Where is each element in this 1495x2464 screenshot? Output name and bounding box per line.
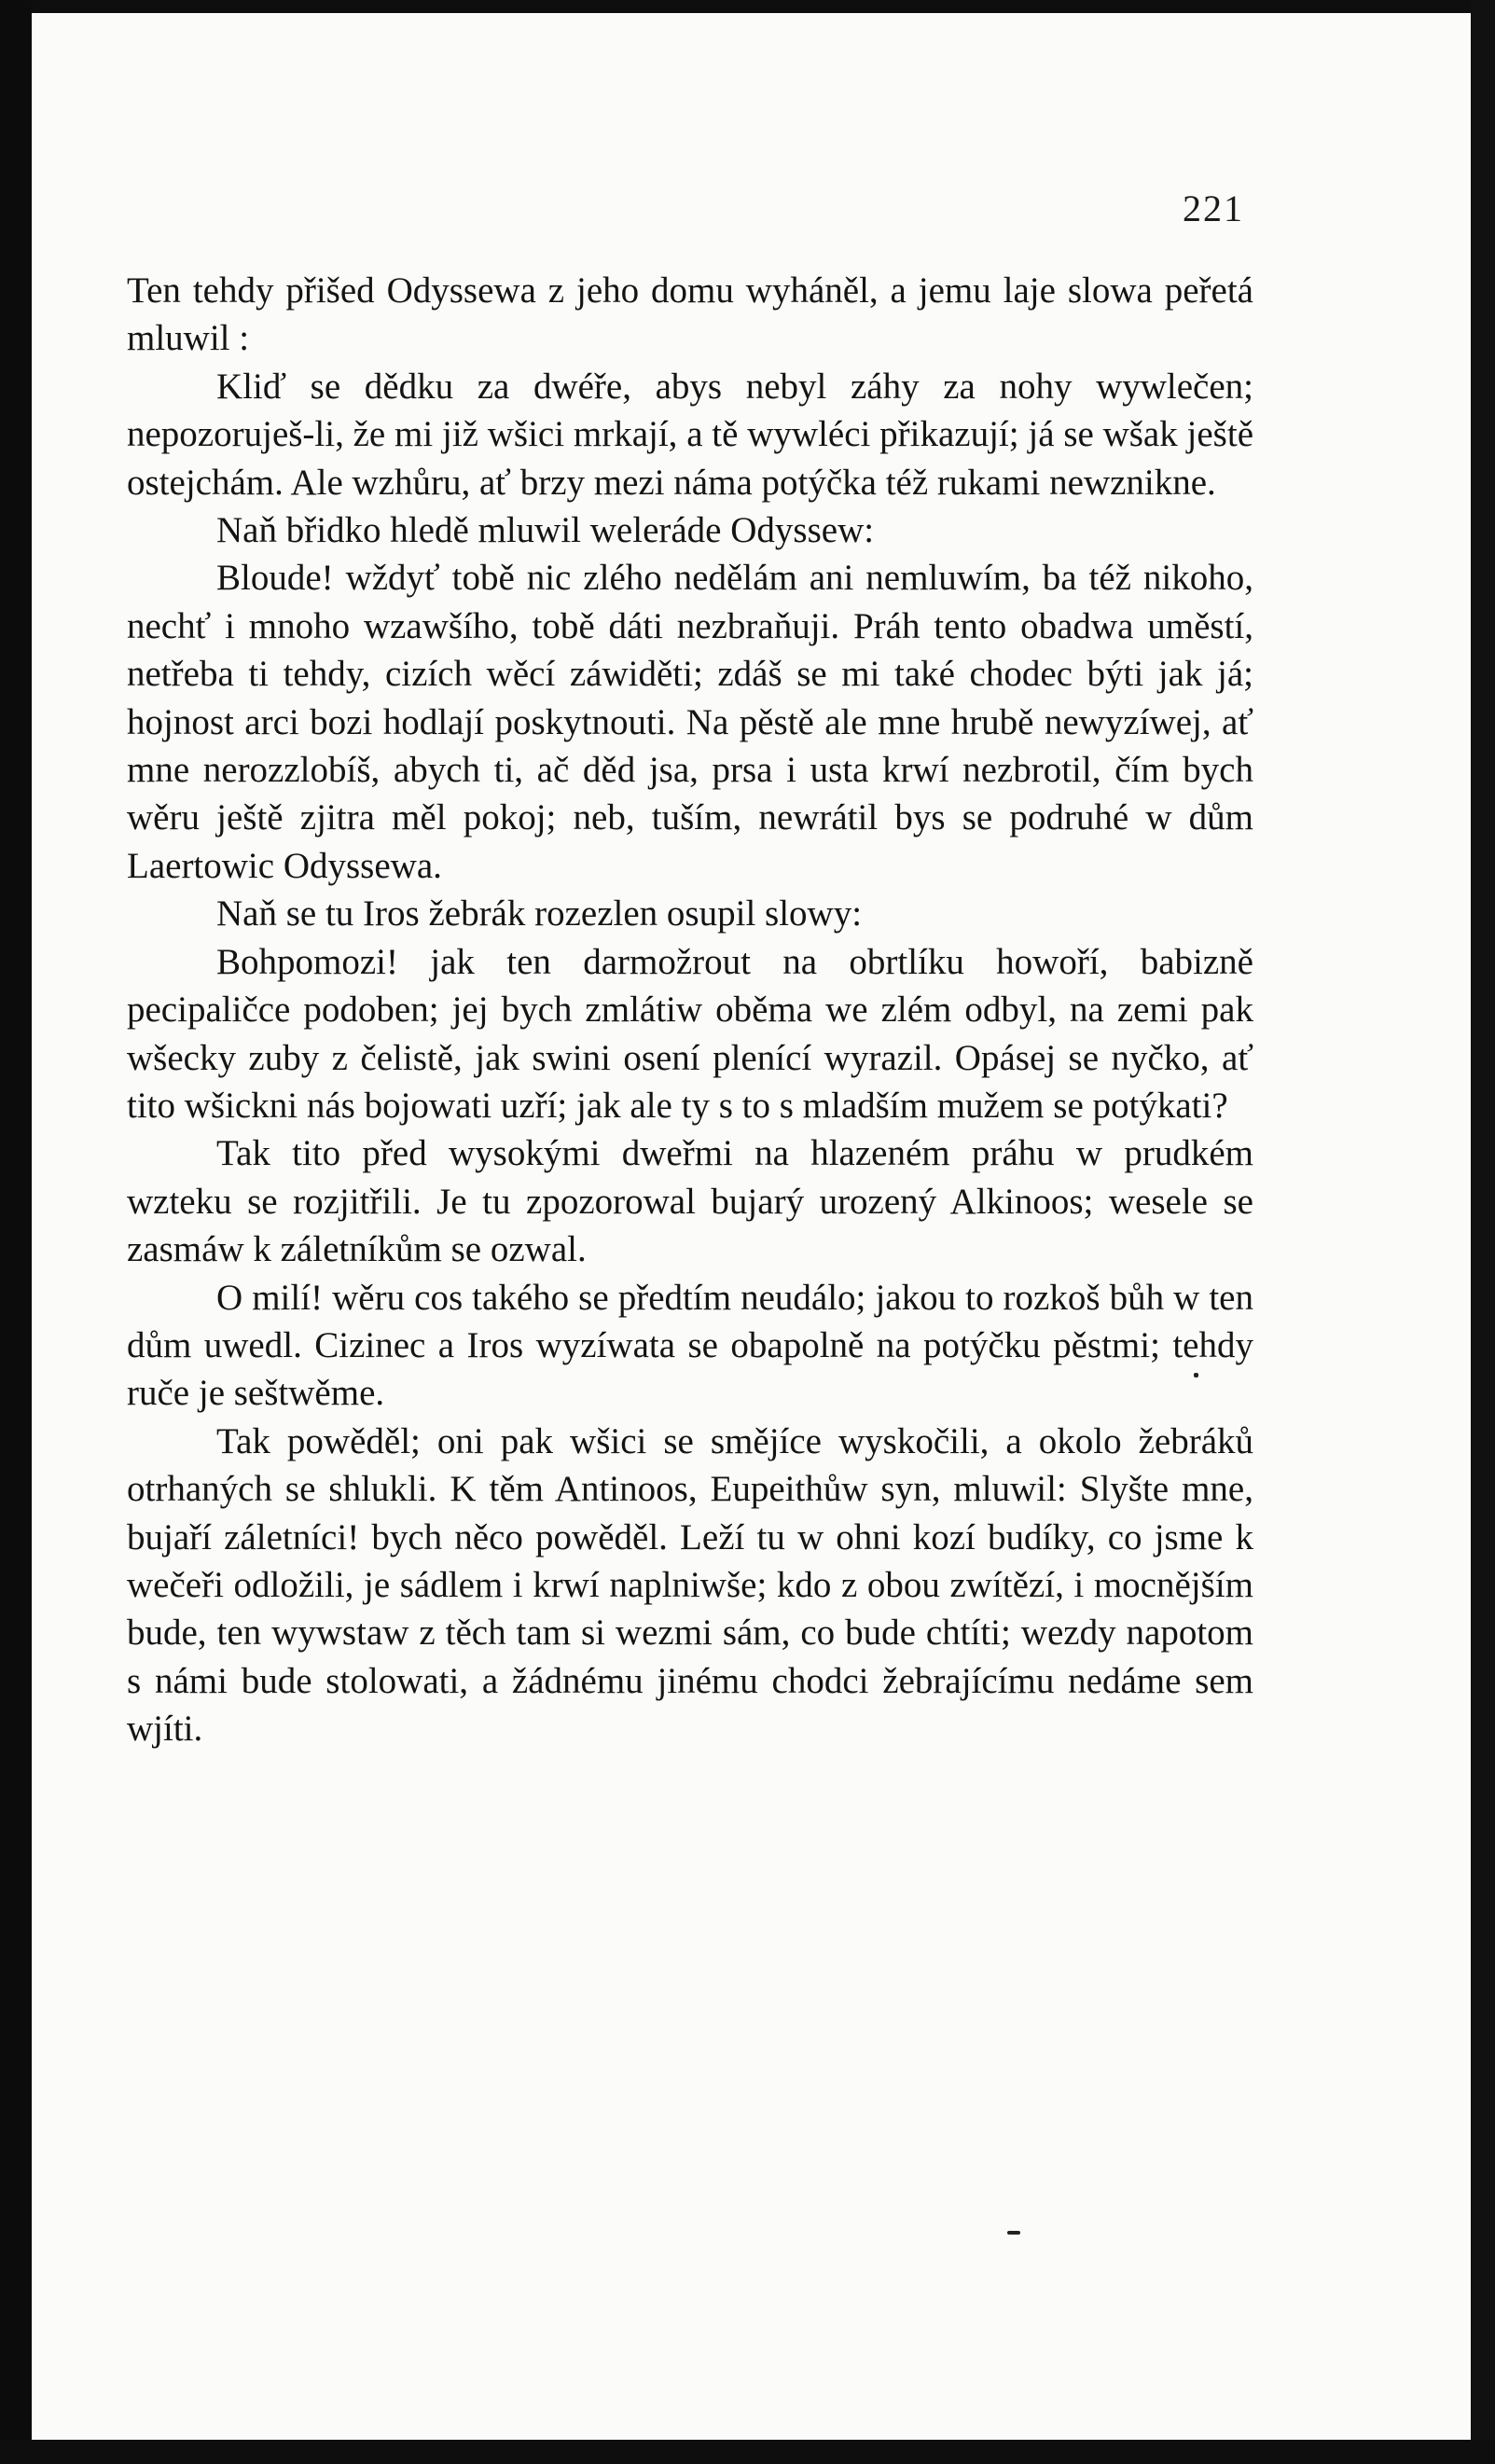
scan-speck	[1194, 1373, 1198, 1377]
page-number: 221	[1183, 187, 1244, 229]
scan-border-left	[0, 0, 32, 2464]
paragraph: O milí! wěru cos takého se předtím neudálo; jakou to rozkoš bůh w ten dům uwedl. Cizinec a Iros wyzíwata se obapolně na potýčku pěstmi; tehdy ruče je seštwěme.	[127, 1277, 1253, 1414]
paragraph: Naň se tu Iros žebrák rozezlen osupil slowy:	[216, 893, 863, 934]
scan-border-right	[1471, 0, 1495, 2464]
paragraph: Tak tito před wysokými dweřmi na hlazeném práhu w prudkém wzteku se rozjitřili. Je tu zpozorowal bujarý urozený Alkinoos; wesele se zasmáw k záletníkům se ozwal.	[127, 1133, 1253, 1270]
scan-border-top	[0, 0, 1495, 13]
book-page	[32, 13, 1471, 2440]
paragraph: Naň břidko hledě mluwil weleráde Odyssew:	[216, 510, 875, 551]
body-text	[127, 267, 1253, 1753]
paragraph: Ten tehdy přišed Odyssewa z jeho domu wyháněl, a jemu laje slowa peřetá mluwil :	[127, 270, 1253, 359]
scan-border-bottom	[0, 2440, 1495, 2464]
paragraph: Kliď se dědku za dwéře, abys nebyl záhy za nohy wywlečen; nepozoruješ-li, že mi již wšici mrkají, a tě wywléci přikazují; já se wšak ještě ostejchám. Ale wzhůru, ať brzy mezi náma potýčka též rukami newznikne.	[127, 366, 1253, 503]
paragraph: Bloude! wždyť tobě nic zlého nedělám ani nemluwím, ba též nikoho, nechť i mnoho wzawšího, tobě dáti nezbraňuji. Práh tento obadwa uměstí, netřeba ti tehdy, cizích wěcí záwiděti; zdáš se mi také chodec býti jak já; hojnost arci bozi hodlají poskytnouti. Na pěstě ale mne hrubě newyzíwej, ať mne nerozzlobíš, abych ti, ač děd jsa, prsa i usta krwí nezbrotil, čím bych wěru ještě zjitra měl pokoj; neb, tuším, newrátil bys se podruhé w dům Laertowic Odyssewa.	[127, 558, 1253, 886]
paragraph: Tak powěděl; oni pak wšici se smějíce wyskočili, a okolo žebráků otrhaných se shlukli. K těm Antinoos, Eupeithůw syn, mluwil: Slyšte mne, bujaří záletníci! bych něco powěděl. Leží tu w ohni kozí budíky, co jsme k wečeři odložili, je sádlem i krwí naplniwše; kdo z obou zwítězí, i mocnějším bude, ten wywstaw z těch tam si wezmi sám, co bude chtíti; wezdy napotom s námi bude stolowati, a žádnému jinému chodci žebrajícímu nedáme sem wjíti.	[127, 1420, 1253, 1750]
paragraph: Bohpomozi! jak ten darmožrout na obrtlíku howoří, babizně pecipaličce podoben; jej bych zmlátiw oběma we zlém odbyl, na zemi pak wšecky zuby z čelistě, jak swini osení plenící wyrazil. Opásej se nyčko, ať tito wšickni nás bojowati uzří; jak ale ty s to s mladším mužem se potýkati?	[127, 941, 1253, 1126]
scan-speck	[1007, 2231, 1020, 2235]
